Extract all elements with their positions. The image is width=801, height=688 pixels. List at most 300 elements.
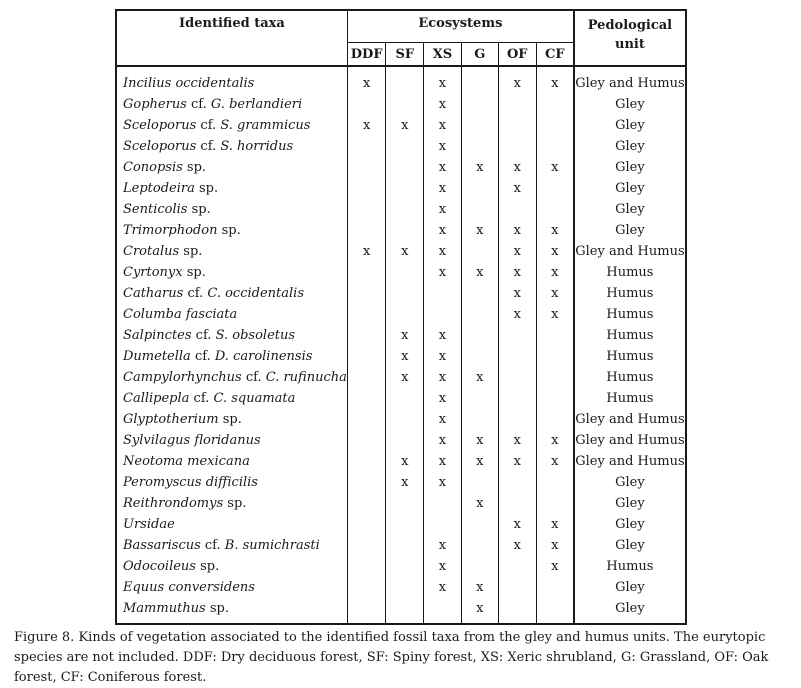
- taxon-name-part: S. grammicus: [220, 118, 311, 133]
- ecosystem-mark-cell: x: [424, 115, 462, 136]
- ecosystem-mark-cell: [386, 430, 424, 451]
- ecosystem-mark-cell: [347, 262, 386, 283]
- ecosystem-mark-cell: [386, 66, 424, 94]
- ecosystem-mark-cell: x: [461, 451, 498, 472]
- ecosystem-mark-cell: x: [461, 367, 498, 388]
- table-row: [116, 388, 686, 409]
- ecosystem-mark-cell: x: [386, 451, 424, 472]
- ecosystem-mark-cell: [347, 283, 386, 304]
- ecosystem-mark-cell: [498, 598, 536, 624]
- taxon-name-part: Conopsis: [123, 160, 183, 175]
- taxon-cell: [116, 66, 347, 94]
- taxon-name-part: Sylvilagus floridanus: [123, 433, 261, 448]
- figure-caption: Figure 8. Kinds of vegetation associated to the identified fossil taxa from the gley and humus units. The eurytopic species are not included. DDF: Dry deciduous forest, SF: Spiny forest, XS: Xeric shrubland, G: Grassland, OF: Oak forest, CF: Coniferous forest.: [14, 630, 769, 685]
- ecosystem-mark-cell: [536, 577, 574, 598]
- taxon-name-part: Mammuthus: [123, 601, 206, 616]
- table-row: [116, 367, 686, 388]
- ecosystem-mark-cell: [498, 388, 536, 409]
- ecosystem-mark-cell: [536, 178, 574, 199]
- ecosystem-mark-cell: x: [424, 577, 462, 598]
- ecosystem-mark-cell: x: [424, 472, 462, 493]
- ecosystem-mark-cell: [386, 262, 424, 283]
- column-header-sf: SF: [386, 43, 424, 67]
- taxon-cell: [116, 199, 347, 220]
- ecosystem-mark-cell: x: [536, 535, 574, 556]
- taxon-cell: [116, 514, 347, 535]
- ecosystem-mark-cell: x: [498, 178, 536, 199]
- ecosystem-mark-cell: [347, 178, 386, 199]
- table-row: [116, 157, 686, 178]
- ecosystem-mark-cell: x: [498, 430, 536, 451]
- taxon-name-part: sp.: [187, 202, 211, 217]
- ecosystem-mark-cell: x: [386, 241, 424, 262]
- taxon-name-part: Dumetella: [123, 349, 191, 364]
- ecosystem-mark-cell: [386, 199, 424, 220]
- header-pedological-line1: Pedological: [587, 18, 673, 33]
- ecosystem-mark-cell: x: [386, 472, 424, 493]
- ecosystem-mark-cell: [424, 514, 462, 535]
- table-row: [116, 94, 686, 115]
- ecosystem-mark-cell: x: [498, 220, 536, 241]
- ecosystem-mark-cell: x: [461, 262, 498, 283]
- ecosystem-mark-cell: [424, 598, 462, 624]
- ecosystem-mark-cell: [498, 94, 536, 115]
- table-row: [116, 409, 686, 430]
- taxon-name-part: Senticolis: [123, 202, 188, 217]
- taxon-name-part: sp.: [194, 181, 219, 196]
- taxon-name-part: Campylorhynchus: [123, 370, 242, 385]
- ecosystem-mark-cell: [461, 409, 498, 430]
- ecosystem-mark-cell: [498, 556, 536, 577]
- ecosystem-mark-cell: x: [461, 220, 498, 241]
- taxon-cell: [116, 556, 347, 577]
- taxon-name-part: S. obsoletus: [215, 328, 296, 343]
- column-header-g: G: [461, 43, 498, 67]
- taxon-cell: [116, 241, 347, 262]
- table-row: [116, 535, 686, 556]
- taxon-name-part: cf.: [189, 391, 214, 406]
- taxon-name-part: cf.: [200, 538, 225, 553]
- ecosystem-mark-cell: x: [386, 346, 424, 367]
- pedological-unit-cell: Humus: [574, 304, 686, 325]
- ecosystem-mark-cell: x: [498, 451, 536, 472]
- ecosystem-mark-cell: x: [536, 514, 574, 535]
- table-row: [116, 283, 686, 304]
- taxon-cell: [116, 346, 347, 367]
- ecosystem-mark-cell: [386, 178, 424, 199]
- table-row: [116, 493, 686, 514]
- ecosystem-mark-cell: [498, 493, 536, 514]
- ecosystem-mark-cell: [386, 94, 424, 115]
- ecosystem-mark-cell: [498, 136, 536, 157]
- pedological-unit-cell: Gley and Humus: [574, 241, 686, 262]
- taxon-cell: [116, 283, 347, 304]
- ecosystem-mark-cell: [536, 472, 574, 493]
- column-header-xs: XS: [424, 43, 462, 67]
- taxon-name-part: C. occidentalis: [207, 286, 304, 301]
- taxon-cell: [116, 115, 347, 136]
- ecosystem-mark-cell: [347, 430, 386, 451]
- ecosystem-mark-cell: x: [498, 66, 536, 94]
- taxon-name-part: G. berlandieri: [210, 97, 303, 112]
- ecosystem-mark-cell: x: [424, 409, 462, 430]
- pedological-unit-cell: Gley and Humus: [574, 451, 686, 472]
- ecosystem-mark-cell: [347, 388, 386, 409]
- pedological-unit-cell: Humus: [574, 283, 686, 304]
- taxa-ecosystem-table: [115, 9, 687, 625]
- ecosystem-mark-cell: x: [424, 241, 462, 262]
- ecosystem-mark-cell: [461, 556, 498, 577]
- taxon-name-part: sp.: [217, 223, 241, 238]
- ecosystem-mark-cell: [386, 556, 424, 577]
- ecosystem-mark-cell: [461, 94, 498, 115]
- taxon-name-part: Glyptotherium: [123, 412, 219, 427]
- ecosystem-mark-cell: [386, 136, 424, 157]
- pedological-unit-cell: Gley: [574, 115, 686, 136]
- ecosystem-mark-cell: x: [536, 430, 574, 451]
- ecosystem-mark-cell: [347, 472, 386, 493]
- ecosystem-mark-cell: [498, 199, 536, 220]
- table-row: [116, 325, 686, 346]
- header-ecosystems: Ecosystems: [347, 10, 574, 43]
- pedological-unit-cell: Humus: [574, 325, 686, 346]
- taxon-name-part: Crotalus: [123, 244, 180, 259]
- taxon-cell: [116, 577, 347, 598]
- ecosystem-mark-cell: [461, 514, 498, 535]
- taxon-name-part: sp.: [195, 559, 220, 574]
- taxon-name-part: cf.: [183, 286, 208, 301]
- ecosystem-mark-cell: [461, 199, 498, 220]
- ecosystem-mark-cell: x: [498, 283, 536, 304]
- ecosystem-mark-cell: [498, 367, 536, 388]
- column-header-cf: CF: [536, 43, 574, 67]
- taxon-name-part: sp.: [223, 496, 247, 511]
- ecosystem-mark-cell: x: [347, 66, 386, 94]
- table-row: [116, 472, 686, 493]
- taxon-cell: [116, 472, 347, 493]
- ecosystem-mark-cell: [424, 283, 462, 304]
- ecosystem-mark-cell: x: [461, 157, 498, 178]
- ecosystem-mark-cell: x: [424, 136, 462, 157]
- ecosystem-mark-cell: x: [347, 241, 386, 262]
- taxon-name-part: Incilius occidentalis: [123, 76, 255, 91]
- ecosystem-mark-cell: x: [498, 535, 536, 556]
- taxon-name-part: Gopherus: [123, 97, 187, 112]
- pedological-unit-cell: Gley: [574, 577, 686, 598]
- ecosystem-mark-cell: x: [424, 388, 462, 409]
- table-row: [116, 262, 686, 283]
- taxon-name-part: Neotoma mexicana: [123, 454, 250, 469]
- ecosystem-mark-cell: x: [424, 157, 462, 178]
- taxon-name-part: cf.: [241, 370, 266, 385]
- ecosystem-mark-cell: x: [424, 262, 462, 283]
- taxon-cell: [116, 535, 347, 556]
- taxon-name-part: sp.: [205, 601, 229, 616]
- ecosystem-mark-cell: x: [424, 178, 462, 199]
- taxon-name-part: cf.: [190, 349, 215, 364]
- ecosystem-mark-cell: x: [424, 325, 462, 346]
- ecosystem-mark-cell: [536, 346, 574, 367]
- ecosystem-mark-cell: [386, 157, 424, 178]
- pedological-unit-cell: Gley and Humus: [574, 430, 686, 451]
- ecosystem-mark-cell: x: [424, 94, 462, 115]
- taxon-name-part: sp.: [179, 244, 203, 259]
- ecosystem-mark-cell: [386, 409, 424, 430]
- taxon-cell: [116, 598, 347, 624]
- taxon-name-part: Salpinctes: [123, 328, 192, 343]
- ecosystem-mark-cell: [498, 409, 536, 430]
- ecosystem-mark-cell: [536, 388, 574, 409]
- pedological-unit-cell: Gley: [574, 136, 686, 157]
- taxon-name-part: C. rufinucha: [265, 370, 347, 385]
- ecosystem-mark-cell: x: [424, 556, 462, 577]
- taxon-name-part: sp.: [182, 265, 206, 280]
- ecosystem-mark-cell: [461, 346, 498, 367]
- ecosystem-mark-cell: [386, 535, 424, 556]
- pedological-unit-cell: Humus: [574, 346, 686, 367]
- ecosystem-mark-cell: [347, 346, 386, 367]
- ecosystem-mark-cell: x: [536, 157, 574, 178]
- ecosystem-mark-cell: [536, 199, 574, 220]
- ecosystem-mark-cell: x: [424, 535, 462, 556]
- pedological-unit-cell: Gley and Humus: [574, 66, 686, 94]
- pedological-unit-cell: Gley: [574, 178, 686, 199]
- ecosystem-mark-cell: [347, 451, 386, 472]
- ecosystem-mark-cell: [386, 577, 424, 598]
- taxon-cell: [116, 430, 347, 451]
- ecosystem-mark-cell: x: [498, 262, 536, 283]
- pedological-unit-cell: Gley: [574, 493, 686, 514]
- pedological-unit-cell: Humus: [574, 388, 686, 409]
- taxon-cell: [116, 94, 347, 115]
- ecosystem-mark-cell: x: [386, 115, 424, 136]
- pedological-unit-cell: Gley: [574, 535, 686, 556]
- table-row: [116, 199, 686, 220]
- ecosystem-mark-cell: x: [536, 220, 574, 241]
- table-row: [116, 577, 686, 598]
- ecosystem-mark-cell: [386, 220, 424, 241]
- ecosystem-mark-cell: x: [498, 514, 536, 535]
- taxon-cell: [116, 325, 347, 346]
- ecosystem-mark-cell: [386, 493, 424, 514]
- pedological-unit-cell: Gley: [574, 472, 686, 493]
- taxon-name-part: Cyrtonyx: [123, 265, 183, 280]
- ecosystem-mark-cell: [461, 241, 498, 262]
- table-row: [116, 241, 686, 262]
- taxon-name-part: sp.: [218, 412, 242, 427]
- ecosystem-mark-cell: [461, 325, 498, 346]
- taxon-name-part: S. horridus: [220, 139, 294, 154]
- column-header-ddf: DDF: [347, 43, 386, 67]
- ecosystem-mark-cell: [347, 514, 386, 535]
- ecosystem-mark-cell: [461, 304, 498, 325]
- ecosystem-mark-cell: [386, 304, 424, 325]
- table-row: [116, 115, 686, 136]
- taxon-name-part: Sceloporus: [123, 118, 197, 133]
- ecosystem-mark-cell: [536, 325, 574, 346]
- taxon-cell: [116, 157, 347, 178]
- ecosystem-mark-cell: x: [536, 241, 574, 262]
- ecosystem-mark-cell: [347, 409, 386, 430]
- ecosystem-mark-cell: x: [498, 304, 536, 325]
- pedological-unit-cell: Humus: [574, 556, 686, 577]
- pedological-unit-cell: Gley: [574, 157, 686, 178]
- taxon-name-part: Equus conversidens: [123, 580, 255, 595]
- ecosystem-mark-cell: x: [536, 304, 574, 325]
- taxon-name-part: Callipepla: [123, 391, 190, 406]
- ecosystem-mark-cell: x: [461, 598, 498, 624]
- table-row: [116, 598, 686, 624]
- ecosystem-mark-cell: [461, 136, 498, 157]
- table-row: [116, 556, 686, 577]
- taxon-name-part: Columba fasciata: [123, 307, 238, 322]
- ecosystem-mark-cell: [536, 136, 574, 157]
- ecosystem-mark-cell: x: [536, 451, 574, 472]
- taxon-cell: [116, 262, 347, 283]
- ecosystem-mark-cell: x: [536, 556, 574, 577]
- taxon-name-part: B. sumichrasti: [224, 538, 320, 553]
- ecosystem-mark-cell: [347, 493, 386, 514]
- ecosystem-mark-cell: x: [461, 430, 498, 451]
- taxon-name-part: Odocoileus: [123, 559, 196, 574]
- taxon-name-part: Bassariscus: [123, 538, 201, 553]
- ecosystem-mark-cell: [536, 367, 574, 388]
- ecosystem-mark-cell: [347, 94, 386, 115]
- table-row: [116, 514, 686, 535]
- taxon-cell: [116, 493, 347, 514]
- header-pedological-unit: [574, 10, 686, 66]
- ecosystem-mark-cell: [536, 493, 574, 514]
- ecosystem-mark-cell: [347, 325, 386, 346]
- pedological-unit-cell: Gley: [574, 199, 686, 220]
- ecosystem-mark-cell: [347, 304, 386, 325]
- ecosystem-mark-cell: [536, 115, 574, 136]
- ecosystem-mark-cell: [347, 598, 386, 624]
- ecosystem-mark-cell: [347, 220, 386, 241]
- taxon-name-part: Peromyscus difficilis: [123, 475, 258, 490]
- ecosystem-mark-cell: [536, 94, 574, 115]
- ecosystem-mark-cell: [347, 367, 386, 388]
- table-row: [116, 66, 686, 94]
- taxon-cell: [116, 178, 347, 199]
- ecosystem-mark-cell: x: [424, 430, 462, 451]
- ecosystem-mark-cell: [498, 472, 536, 493]
- ecosystem-mark-cell: [424, 493, 462, 514]
- ecosystem-mark-cell: [347, 577, 386, 598]
- ecosystem-mark-cell: [498, 115, 536, 136]
- taxon-name-part: cf.: [186, 97, 211, 112]
- pedological-unit-cell: Gley: [574, 220, 686, 241]
- ecosystem-mark-cell: x: [536, 283, 574, 304]
- ecosystem-mark-cell: [461, 115, 498, 136]
- ecosystem-mark-cell: x: [424, 199, 462, 220]
- table-row: [116, 220, 686, 241]
- column-header-of: OF: [498, 43, 536, 67]
- pedological-unit-cell: Gley: [574, 94, 686, 115]
- ecosystem-mark-cell: [461, 178, 498, 199]
- pedological-unit-cell: Gley: [574, 514, 686, 535]
- ecosystem-mark-cell: [347, 157, 386, 178]
- ecosystem-mark-cell: [424, 304, 462, 325]
- ecosystem-mark-cell: [461, 472, 498, 493]
- table-row: [116, 451, 686, 472]
- ecosystem-mark-cell: x: [498, 157, 536, 178]
- ecosystem-mark-cell: x: [461, 493, 498, 514]
- taxon-cell: [116, 451, 347, 472]
- taxon-name-part: Catharus: [123, 286, 184, 301]
- taxon-name-part: D. carolinensis: [214, 349, 313, 364]
- ecosystem-mark-cell: x: [424, 367, 462, 388]
- ecosystem-mark-cell: [386, 514, 424, 535]
- ecosystem-mark-cell: [498, 325, 536, 346]
- taxon-cell: [116, 367, 347, 388]
- ecosystem-mark-cell: x: [424, 220, 462, 241]
- pedological-unit-cell: Gley: [574, 598, 686, 624]
- ecosystem-mark-cell: [347, 535, 386, 556]
- taxon-name-part: C. squamata: [213, 391, 296, 406]
- ecosystem-mark-cell: x: [536, 262, 574, 283]
- pedological-unit-cell: Gley and Humus: [574, 409, 686, 430]
- ecosystem-mark-cell: [347, 136, 386, 157]
- taxon-cell: [116, 304, 347, 325]
- header-pedological-line2: unit: [615, 37, 645, 52]
- ecosystem-mark-cell: x: [386, 325, 424, 346]
- pedological-unit-cell: Humus: [574, 367, 686, 388]
- taxon-name-part: Reithrondomys: [123, 496, 224, 511]
- ecosystem-mark-cell: [536, 598, 574, 624]
- ecosystem-mark-cell: [536, 409, 574, 430]
- table-row: [116, 430, 686, 451]
- taxon-name-part: Leptodeira: [123, 181, 195, 196]
- table-body: [116, 66, 686, 624]
- pedological-unit-cell: Humus: [574, 262, 686, 283]
- ecosystem-mark-cell: [461, 66, 498, 94]
- taxon-name-part: Sceloporus: [123, 139, 197, 154]
- ecosystem-mark-cell: [347, 556, 386, 577]
- taxon-name-part: Trimorphodon: [123, 223, 218, 238]
- table-row: [116, 304, 686, 325]
- taxon-cell: [116, 409, 347, 430]
- taxon-cell: [116, 136, 347, 157]
- table-row: [116, 136, 686, 157]
- ecosystem-mark-cell: [461, 283, 498, 304]
- taxon-name-part: Ursidae: [123, 517, 175, 532]
- ecosystem-mark-cell: x: [424, 346, 462, 367]
- taxon-name-part: cf.: [196, 118, 221, 133]
- table-row: [116, 178, 686, 199]
- header-identified-taxa: Identified taxa: [116, 10, 347, 66]
- ecosystem-mark-cell: [461, 535, 498, 556]
- ecosystem-mark-cell: x: [536, 66, 574, 94]
- ecosystem-mark-cell: [498, 577, 536, 598]
- ecosystem-mark-cell: [386, 388, 424, 409]
- ecosystem-mark-cell: x: [498, 241, 536, 262]
- taxon-name-part: cf.: [196, 139, 221, 154]
- taxon-cell: [116, 220, 347, 241]
- ecosystem-mark-cell: x: [347, 115, 386, 136]
- taxon-name-part: cf.: [191, 328, 216, 343]
- ecosystem-mark-cell: x: [424, 66, 462, 94]
- taxon-name-part: sp.: [182, 160, 207, 175]
- ecosystem-mark-cell: [386, 598, 424, 624]
- taxon-cell: [116, 388, 347, 409]
- ecosystem-mark-cell: x: [461, 577, 498, 598]
- ecosystem-mark-cell: x: [424, 451, 462, 472]
- ecosystem-mark-cell: [461, 388, 498, 409]
- ecosystem-mark-cell: x: [386, 367, 424, 388]
- table-row: [116, 346, 686, 367]
- ecosystem-mark-cell: [386, 283, 424, 304]
